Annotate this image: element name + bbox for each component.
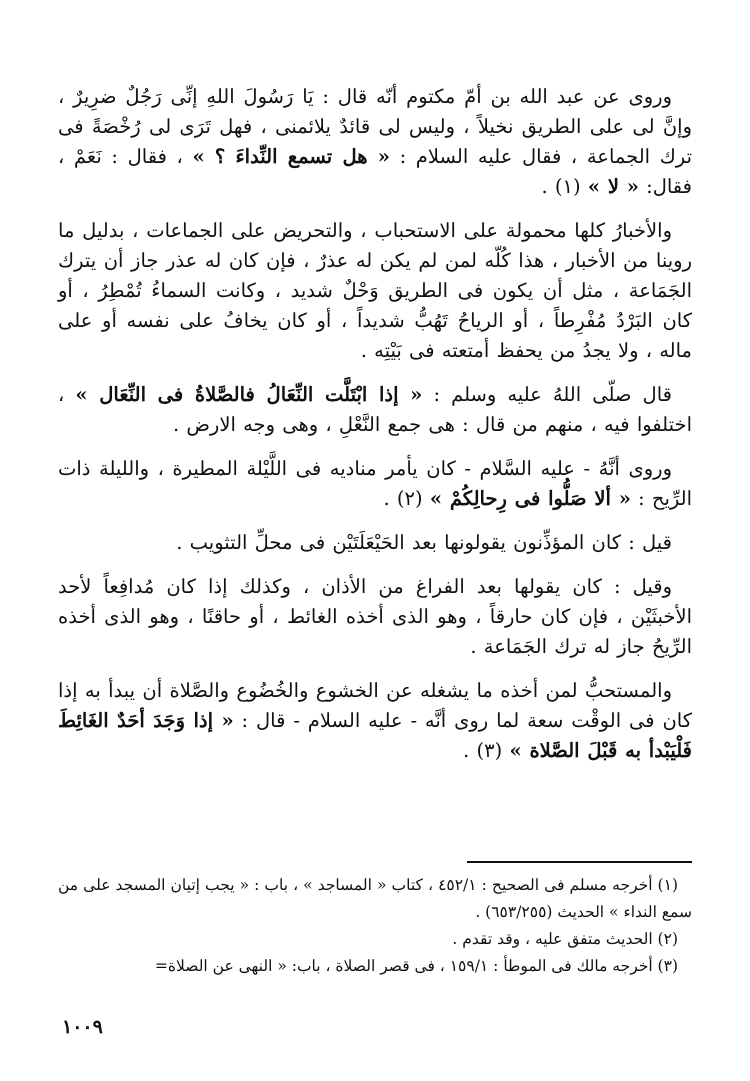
hadith-quote-4: « ألا صَلُّوا فى رِحالِكُمْ » [429,487,631,510]
footnote-ref-2: (٢) . [383,487,430,510]
paragraph-2-text: والأخبارُ كلها محمولة على الاستحباب ، والتحريض على الجماعات ، بدليل ما روينا من الأخبار ، هذا كُلّه لمن لم يكن له عذرٌ ، فإن كان له عذر جاز أن يترك الجَمَاعة ، مثل أن يكون فى الطريق وَحْلٌ شديد ، وكانت السماءُ تُمْطِرُ ، أو كان البَرْدُ مُفْرِطاً ، أو الرياحُ تَهُبُّ شديداً ، أو كان يخافُ على نفسه أو على ماله ، ولا يجدُ من يحفظ أمتعته فى بَيْتِه . [58,219,692,362]
hadith-quote-5: « إذا وَجَدَ أحَدٌ الغَائِطَ فَلْيَبْدأ به قَبْلَ الصَّلاة » [58,709,692,762]
paragraph-1-text: وروى عن عبد الله بن أمّ مكتوم أنّه قال : يَا رَسُولَ اللهِ إنِّى رَجُلٌ ضرِيرٌ ، وإنَّ لى على الطريق نخيلاً ، وليس لى قائدٌ يلائمنى ، فهل تَرَى لى رُخْصَةً فى ترك الجماعة ، فقال عليه السلام : [58,85,692,168]
main-text [58,82,692,780]
paragraph-2 [58,216,692,366]
paragraph-3 [58,380,692,440]
paragraph-4-text: وروى أنَّهُ - عليه السَّلام - كان يأمر مناديه فى اللَّيْلة المطيرة ، والليلة ذات الرِّيح : [58,457,692,510]
page-number: ١٠٠٩ [62,1016,103,1038]
paragraph-4 [58,454,692,514]
paragraph-6 [58,572,692,662]
hadith-quote-3: « إذا ابْتَلَّت النِّعَالُ فالصَّلاةُ فى النِّعَال » [75,383,423,406]
footnote-divider [467,861,692,863]
paragraph-3-text-2: ، اختلفوا فيه ، منهم من قال : هى جمع النَّعْلِ ، وهى وجه الارض . [58,383,692,436]
hadith-quote: « هل تسمع النِّداءَ ؟ » [192,145,390,168]
footnotes [58,872,692,980]
paragraph-7-text: والمستحبُّ لمن أخذه ما يشغله عن الخشوع والخُضُوع والصَّلاة أن يبدأ به إذا كان فى الوقْت سعة لما روى أنَّه - عليه السلام - قال : [58,679,693,732]
paragraph-1 [58,82,692,202]
paragraph-5 [58,528,692,558]
paragraph-1-text-2: ، فقال : نَعَمْ ، فقال: [58,145,692,198]
footnote-3: (٣) أخرجه مالك فى الموطأ : ١٥٩/١ ، فى قصر الصلاة ، باب: « النهى عن الصلاة= [154,957,678,975]
footnote-1: (١) أخرجه مسلم فى الصحيح : ٤٥٢/١ ، كتاب « المساجد » ، باب : « يجب إتيان المسجد على من سمع النداء » الحديث (٦٥٣/٢٥٥) . [58,876,692,921]
footnote-2: (٢) الحديث متفق عليه ، وقد تقدم . [452,930,678,948]
hadith-quote-2: « لا » [587,175,639,198]
paragraph-6-text: وقيل : كان يقولها بعد الفراغ من الأذان ، وكذلك إذا كان مُدافِعاً لأحد الأخبثَيْن ، فإن كان حارقاً ، وهو الذى أخذه الغائط ، أو حاقنًا ، وهو الذى أخذه الرِّيحُ جاز له ترك الجَمَاعة . [58,575,692,658]
paragraph-7 [58,676,692,766]
footnote-ref-3: (٣) . [463,739,510,762]
paragraph-5-text: قيل : كان المؤذِّنون يقولونها بعد الحَيْعَلَتَيْن فى محلِّ التثويب . [176,531,672,554]
footnote-ref: (١) . [541,175,588,198]
paragraph-3-text: قال صلّى اللهُ عليه وسلم : [422,383,672,406]
